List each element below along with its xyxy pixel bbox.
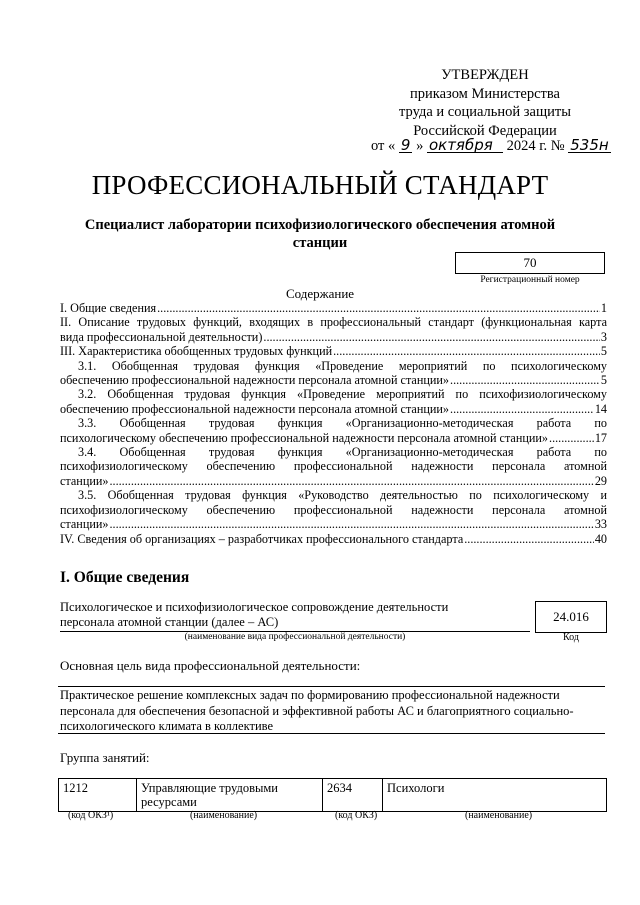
occupation-name-1: Управляющие трудовыми ресурсами	[137, 779, 323, 812]
toc-item-label: III. Характеристика обобщенных трудовых функций	[60, 344, 333, 359]
toc-page: 29	[594, 473, 607, 488]
toc-page: 1	[600, 301, 607, 315]
toc-item-label-cont: психологическому обеспечению профессиональной надежности персонала атомной станции»	[60, 430, 549, 445]
toc-page: 5	[600, 344, 607, 359]
toc-page: 17	[594, 430, 607, 445]
toc-item-label-cont: психофизиологическому обеспечению профессиональной надежности персонала атомной	[60, 459, 607, 474]
approval-heading: УТВЕРЖДЕН	[441, 67, 529, 83]
okz-code-1: 1212	[59, 779, 137, 812]
registration-number: 70	[455, 252, 605, 274]
caption-name-1: (наименование)	[190, 810, 258, 821]
approval-line-4: Российской Федерации	[413, 122, 557, 139]
order-month: октября	[427, 138, 503, 153]
caption-okz-code-2: (код ОКЗ)	[335, 810, 378, 821]
toc-item-label-cont: вида профессиональной деятельности)	[60, 329, 263, 344]
occupation-name-2: Психологи	[383, 779, 607, 812]
toc-item-label: IV. Сведения об организациях – разработчиках профессионального стандарта	[60, 531, 464, 546]
toc-page: 5	[600, 373, 607, 388]
toc-item-label: 3.1. Обобщенная трудовая функция «Проведение мероприятий по психологическому	[78, 358, 607, 373]
table-row	[59, 779, 607, 812]
toc-item-3-1[interactable]	[60, 359, 607, 388]
goal-label: Основная цель вида профессиональной деятельности:	[60, 658, 361, 673]
toc-page: 40	[594, 531, 607, 546]
toc-leader	[333, 344, 600, 358]
toc-leader	[109, 474, 593, 488]
toc-title: Содержание	[285, 286, 355, 301]
approval-block	[360, 66, 610, 140]
toc-item-label-cont: обеспечению профессиональной надежности персонала атомной станции»	[60, 401, 450, 416]
toc-item-3-4[interactable]	[60, 445, 607, 488]
approval-line-3: труда и социальной защиты	[399, 104, 571, 120]
goal-text: Практическое решение комплексных задач по формированию профессиональной надежности персонала для обеспечения безопасной и эффективной работы АС и благоприятного социально-психологического климата в коллективе	[58, 686, 605, 734]
toc-leader	[464, 532, 594, 546]
toc-item-label-cont: обеспечению профессиональной надежности персонала атомной станции»	[60, 373, 450, 388]
order-from: от «	[371, 138, 396, 154]
caption-name-2: (наименование)	[465, 810, 533, 821]
toc-item-label: 3.2. Обобщенная трудовая функция «Проведение мероприятий по психофизиологическому	[78, 387, 607, 402]
toc-page: 3	[600, 329, 607, 344]
occupation-table	[58, 778, 607, 812]
activity-kind-caption: (наименование вида профессиональной деятельности)	[184, 632, 406, 642]
toc-item-label: II. Описание трудовых функций, входящих в профессиональный стандарт (функциональная карта	[60, 315, 607, 330]
toc-item-label: 3.5. Обобщенная трудовая функция «Руководство деятельностью по психологическому и	[78, 488, 607, 503]
toc-leader	[450, 373, 600, 387]
toc-item-i[interactable]	[60, 301, 607, 315]
toc-leader	[450, 402, 594, 416]
toc-item-3-2[interactable]	[60, 387, 607, 416]
toc-leader	[549, 431, 594, 445]
toc-item-label-cont: станции»	[60, 473, 109, 488]
order-number: 535н	[570, 136, 609, 154]
order-quote-close: »	[416, 138, 424, 154]
toc-leader	[109, 517, 593, 531]
order-year: 2024 г. №	[506, 138, 565, 154]
table-of-contents	[60, 301, 607, 546]
registration-label: Регистрационный номер	[480, 275, 580, 285]
approval-line-2: приказом Министерства	[410, 85, 560, 102]
activity-kind-name: Психологическое и психофизиологическое сопровождение деятельности персонала атомной станции (далее – АС)	[60, 600, 449, 629]
activity-code-caption: Код	[563, 632, 579, 643]
toc-item-label-cont: психофизиологическому обеспечению профессиональной надежности персонала атомной	[60, 502, 607, 517]
toc-item-label: I. Общие сведения	[60, 301, 157, 315]
okz-code-2: 2634	[323, 779, 383, 812]
toc-item-label: 3.3. Обобщенная трудовая функция «Организационно-методическая работа по	[78, 416, 607, 431]
toc-leader	[157, 301, 600, 315]
section-heading: I. Общие сведения	[60, 569, 190, 586]
toc-item-label: 3.4. Обобщенная трудовая функция «Организационно-методическая работа по	[78, 445, 607, 460]
group-label: Группа занятий:	[60, 750, 150, 765]
caption-okz-code-1: (код ОКЗ¹)	[68, 810, 114, 821]
toc-item-3-3[interactable]	[60, 416, 607, 445]
toc-item-3-5[interactable]	[60, 488, 607, 531]
toc-page: 33	[594, 517, 607, 532]
document-subtitle: Специалист лаборатории психофизиологического обеспечения атомной станции	[84, 217, 556, 251]
toc-item-label-cont: станции»	[60, 517, 109, 532]
toc-item-ii[interactable]	[60, 315, 607, 344]
activity-code: 24.016	[535, 601, 607, 633]
toc-item-iv[interactable]	[60, 532, 607, 546]
order-date-number	[371, 138, 611, 155]
toc-item-iii[interactable]	[60, 344, 607, 358]
order-day: 9	[400, 136, 411, 154]
document-title: ПРОФЕССИОНАЛЬНЫЙ СТАНДАРТ	[91, 170, 549, 200]
toc-leader	[263, 330, 600, 344]
toc-page: 14	[594, 401, 607, 416]
